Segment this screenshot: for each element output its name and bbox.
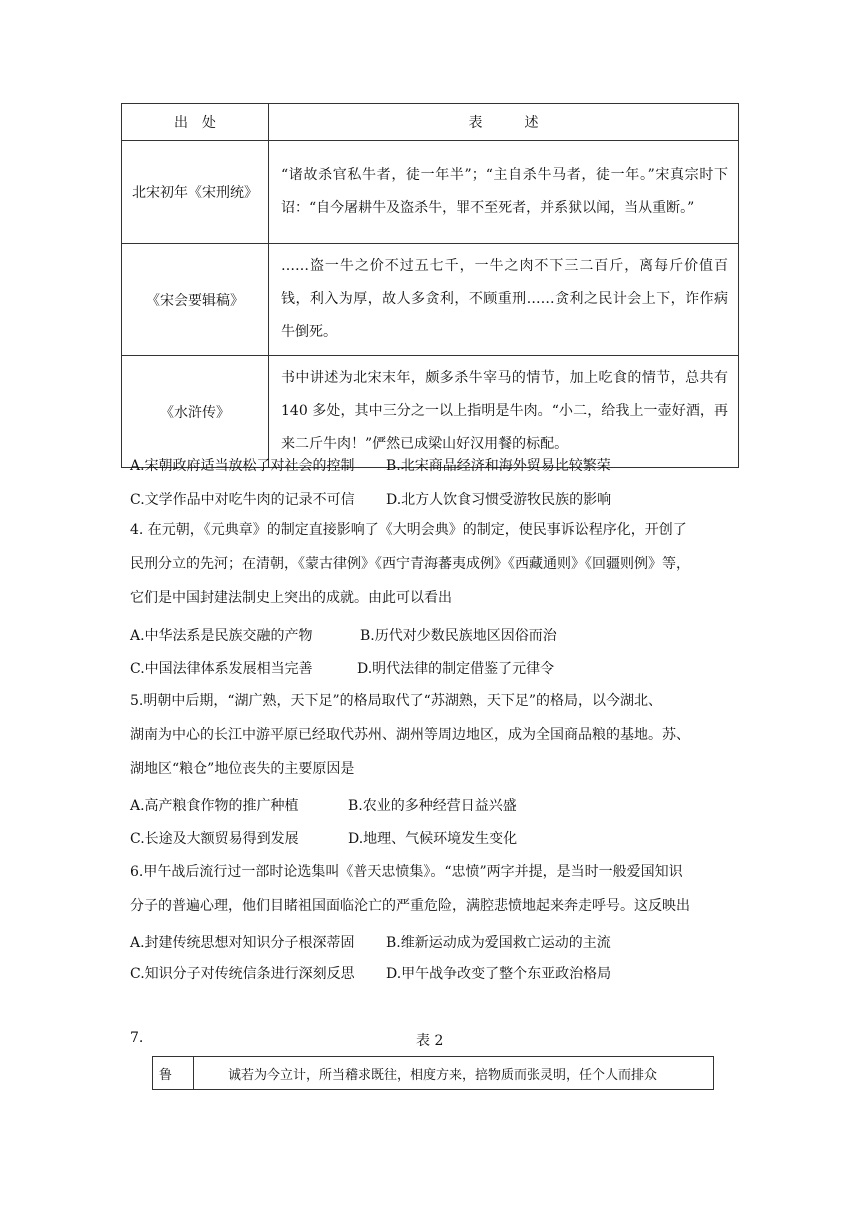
q6-option-b: B.维新运动成为爱国救亡运动的主流	[386, 935, 611, 951]
q3-option-a: A.宋朝政府适当放松了对社会的控制	[130, 458, 355, 474]
table2-caption: 表 2	[416, 1033, 444, 1049]
header-description: 表 述	[269, 104, 739, 141]
q5-option-d: D.地理、气候环境发生变化	[348, 831, 518, 847]
q4-option-c: C.中国法律体系发展相当完善	[130, 661, 313, 677]
row-source: 《水浒传》	[122, 356, 269, 468]
table2-row-key: 鲁	[153, 1057, 194, 1090]
q4-option-a: A.中华法系是民族交融的产物	[130, 628, 313, 644]
q5-stem-line: 湖地区“粮仓”地位丧失的主要原因是	[130, 761, 355, 777]
q3-option-b: B.北宋商品经济和海外贸易比较繁荣	[386, 458, 611, 474]
q4-option-b: B.历代对少数民族地区因俗而治	[360, 628, 557, 644]
q5-stem-line: 湖南为中心的长江中游平原已经取代苏州、湖州等周边地区，成为全国商品粮的基地。苏、	[130, 727, 690, 743]
q3-option-c: C.文学作品中对吃牛肉的记录不可信	[130, 492, 355, 508]
row-source: 北宋初年《宋刑统》	[122, 141, 269, 244]
row-text: 书中讲述为北宋末年，颇多杀牛宰马的情节，加上吃食的情节，总共有 140 多处，其中三分之一以上指明是牛肉。“小二，给我上一壶好酒，再来二斤牛肉！”俨然已成梁山好汉用餐的标配。	[269, 356, 739, 468]
q6-option-a: A.封建传统思想对知识分子根深蒂固	[130, 935, 355, 951]
q4-stem-line: 民刑分立的先河；在清朝，《蒙古律例》《西宁青海蕃夷成例》《西藏通则》《回疆则例》等，	[130, 556, 690, 572]
source-table	[121, 103, 739, 468]
table2	[152, 1056, 714, 1090]
row-source: 《宋会要辑稿》	[122, 244, 269, 356]
q6-stem-line: 6.甲午战后流行过一部时论选集叫《普天忠愤集》。“忠愤”两字并提，是当时一般爱国知识	[130, 864, 683, 880]
table-row	[153, 1057, 714, 1090]
q4-stem-line: 它们是中国封建法制史上突出的成就。由此可以看出	[130, 590, 452, 606]
table-header-row	[122, 104, 739, 141]
q6-option-c: C.知识分子对传统信条进行深刻反思	[130, 966, 355, 982]
table-row	[122, 356, 739, 468]
q5-option-a: A.高产粮食作物的推广种植	[130, 798, 299, 814]
q3-option-d: D.北方人饮食习惯受游牧民族的影响	[386, 492, 612, 508]
header-source: 出 处	[122, 104, 269, 141]
q5-option-b: B.农业的多种经营日益兴盛	[348, 798, 517, 814]
q5-stem-line: 5.明朝中后期，“湖广熟，天下足”的格局取代了“苏湖熟，天下足”的格局，以今湖北、	[130, 693, 662, 709]
table2-row-text: 诚若为今立计，所当稽求既往，相度方来，掊物质而张灵明，任个人而排众	[194, 1057, 714, 1090]
q4-stem-line: 4. 在元朝，《元典章》的制定直接影响了《大明会典》的制定，使民事诉讼程序化，开创了	[130, 522, 687, 538]
table-row	[122, 141, 739, 244]
q5-option-c: C.长途及大额贸易得到发展	[130, 831, 299, 847]
q4-option-d: D.明代法律的制定借鉴了元律令	[357, 661, 555, 677]
q7-number: 7.	[130, 1030, 144, 1046]
row-text: ……盗一牛之价不过五七千，一牛之肉不下三二百斤，离每斤价值百钱，利入为厚，故人多贪利，不顾重刑……贪利之民计会上下，诈作病牛倒死。	[269, 244, 739, 356]
q6-stem-line: 分子的普遍心理，他们目睹祖国面临沦亡的严重危险，满腔悲愤地起来奔走呼号。这反映出	[130, 898, 690, 914]
table-row	[122, 244, 739, 356]
q6-option-d: D.甲午战争改变了整个东亚政治格局	[386, 966, 612, 982]
row-text: “诸故杀官私牛者，徒一年半”；“主自杀牛马者，徒一年。”宋真宗时下诏：“自今屠耕牛及盗杀牛，罪不至死者，并系狱以闻，当从重断。”	[269, 141, 739, 244]
